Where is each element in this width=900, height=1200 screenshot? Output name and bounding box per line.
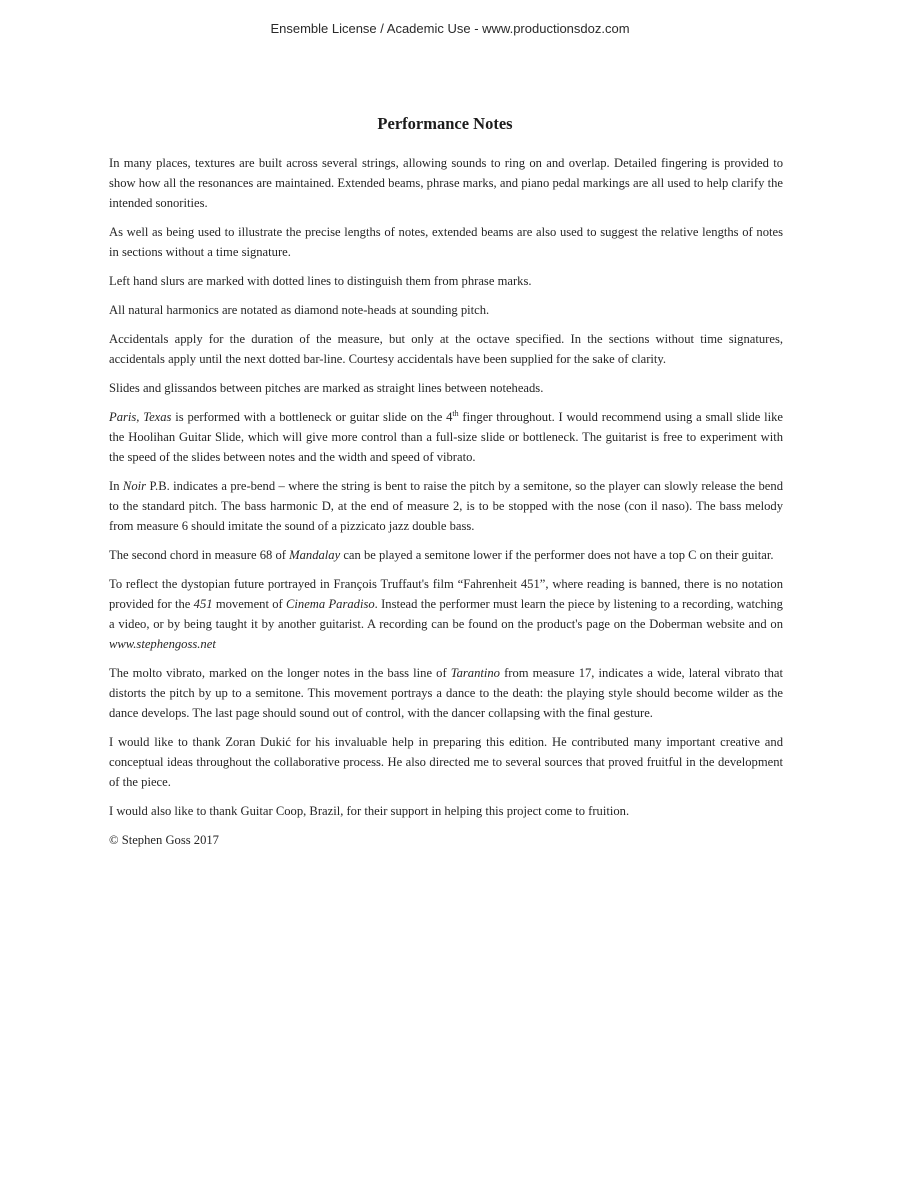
note-paragraph-harmonics: All natural harmonics are notated as diamond note-heads at sounding pitch. — [109, 303, 490, 317]
note-paragraph-cinema-paradiso — [109, 574, 783, 654]
note-paragraph-beams: As well as being used to illustrate the precise lengths of notes, extended beams are also used to suggest the relative lengths of notes in sections without a time signature. — [109, 225, 783, 259]
cinema-text-3: . Instead the performer must learn the piece by listening to a recording, watching a video, or by being taught it by another guitarist. A recording can be found on the product's page on the Doberman website and on — [109, 597, 783, 631]
piece-title-tarantino: Tarantino — [450, 666, 500, 680]
page-title: Performance Notes — [377, 114, 513, 133]
cinema-text-2: movement of — [212, 597, 287, 611]
ordinal-suffix: th — [452, 408, 459, 418]
license-header: Ensemble License / Academic Use - www.productionsdoz.com — [270, 21, 630, 36]
note-paragraph-textures: In many places, textures are built across several strings, allowing sounds to ring on and overlap. Detailed fingering is provided to show how all the resonances are maintained. Extended beams, phrase marks, and piano pedal markings are all used to help clarify the intended sonorities. — [109, 156, 783, 210]
paris-texas-text-1: is performed with a bottleneck or guitar slide on the 4 — [171, 410, 453, 424]
cinema-text-1: To reflect the dystopian future portrayed in François Truffaut's film “Fahrenheit 451”, where reading is banned, there is no notation provided for the — [109, 577, 783, 611]
note-paragraph-acknowledgement-guitar-coop: I would also like to thank Guitar Coop, Brazil, for their support in helping this project come to fruition. — [109, 804, 630, 818]
note-paragraph-slurs: Left hand slurs are marked with dotted lines to distinguish them from phrase marks. — [109, 274, 532, 288]
piece-title-cinema-paradiso: Cinema Paradiso — [286, 597, 375, 611]
mandalay-text-1: The second chord in measure 68 of — [109, 548, 290, 562]
noir-text-1: In — [109, 479, 123, 493]
note-paragraph-tarantino — [109, 663, 783, 723]
tarantino-text-2: from measure 17, indicates a wide, lateral vibrato that distorts the pitch by up to a semitone. This movement portrays a dance to the death: the playing style should become wilder as the dance develops. The last page should sound out of control, with the dancer collapsing with the final gesture. — [109, 666, 783, 720]
movement-title-451: 451 — [193, 597, 213, 611]
note-paragraph-slides: Slides and glissandos between pitches are marked as straight lines between noteheads. — [109, 381, 544, 395]
piece-title-paris-texas: Paris, Texas — [109, 410, 172, 424]
performance-notes-body — [109, 153, 783, 859]
copyright-notice: © Stephen Goss 2017 — [109, 833, 219, 847]
piece-title-noir: Noir — [122, 479, 147, 493]
tarantino-text-1: The molto vibrato, marked on the longer notes in the bass line of — [109, 666, 451, 680]
mandalay-text-2: can be played a semitone lower if the performer does not have a top C on their guitar. — [340, 548, 774, 562]
note-paragraph-noir — [109, 476, 783, 536]
noir-text-2: P.B. indicates a pre-bend – where the string is bent to raise the pitch by a semitone, so the player can slowly release the bend to the standard pitch. The bass harmonic D, at the end of measure 2, is to be stopped with the nose (con il naso). The bass melody from measure 6 should imitate the sound of a pizzicato jazz double bass. — [109, 479, 783, 533]
note-paragraph-accidentals: Accidentals apply for the duration of the measure, but only at the octave specified. In the sections without time signatures, accidentals apply until the next dotted bar-line. Courtesy accidentals have been supplied for the sake of clarity. — [109, 332, 783, 366]
note-paragraph-acknowledgement-dukic: I would like to thank Zoran Dukić for his invaluable help in preparing this edition. He contributed many important creative and conceptual ideas throughout the collaborative process. He also directed me to several sources that proved fruitful in the development of the piece. — [109, 735, 783, 789]
note-paragraph-paris-texas — [109, 407, 783, 467]
note-paragraph-mandalay — [109, 545, 783, 565]
website-link: www.stephengoss.net — [109, 637, 216, 651]
piece-title-mandalay: Mandalay — [289, 548, 341, 562]
paris-texas-text-2: finger throughout. I would recommend using a small slide like the Hoolihan Guitar Slide, which will give more control than a full-size slide or bottleneck. The guitarist is free to experiment with the speed of the slides between notes and the width and speed of vibrato. — [109, 410, 784, 464]
